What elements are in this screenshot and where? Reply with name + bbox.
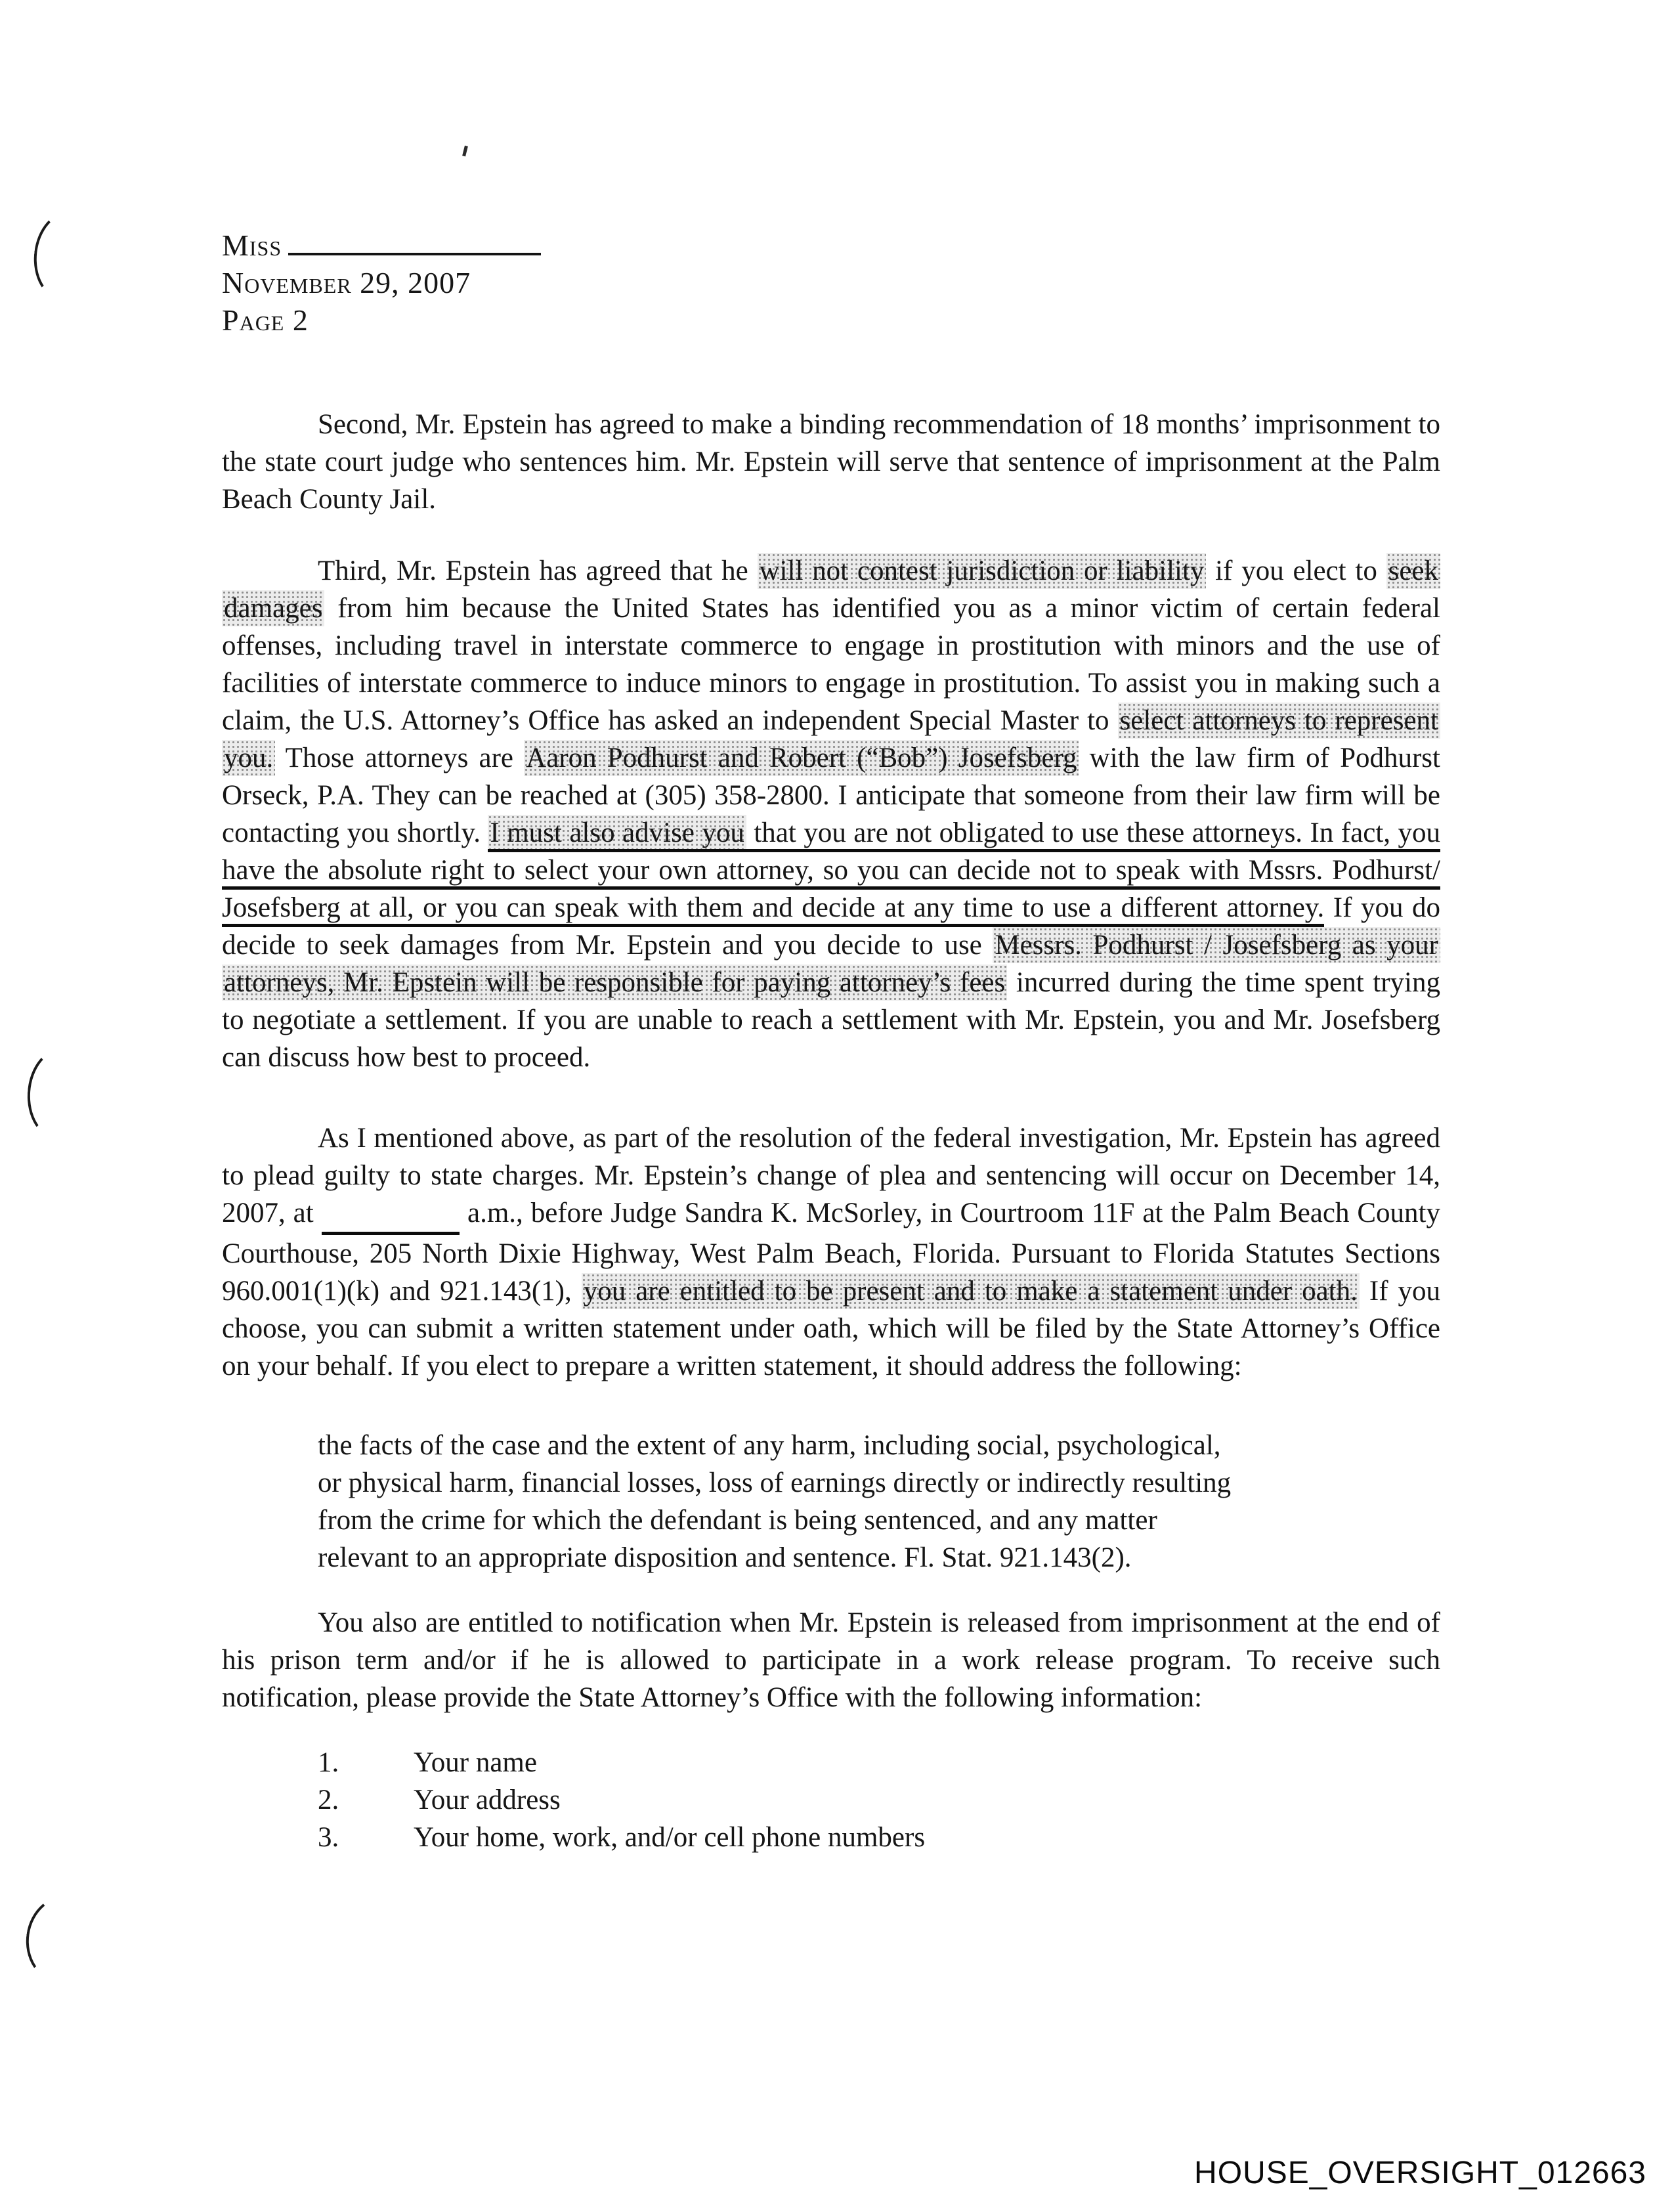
- letter-header: [222, 227, 1440, 339]
- page-number: Page 2: [222, 303, 309, 337]
- highlight-segment: seek damages: [222, 553, 1440, 626]
- text-segment: Third, Mr. Epstein has agreed that he: [318, 555, 758, 586]
- list-item-number: 2.: [318, 1785, 339, 1815]
- highlight-segment: Aaron Podhurst and Robert (“Bob”) Josefsberg: [524, 740, 1079, 776]
- text-segment: Second, Mr. Epstein has agreed to make a binding recommendation of 18 months’ imprisonment to the state court judge who sentences him. Mr. Epstein will serve that sentence of imprisonment at the Palm Beach County Jail.: [222, 409, 1440, 515]
- scan-artifact-curve-middle: [24, 1046, 97, 1142]
- text-segment: from him because the United States has identified you as a minor victim of certain federal offenses, including travel in interstate commerce to engage in prostitution with minors and the use of facilities of interstate commerce to induce minors to engage in prostitution. To assist you in making such a claim, the U.S. Attorney’s Office has asked an independent Special Master to: [222, 593, 1440, 736]
- blank-segment: [322, 1194, 460, 1235]
- text-segment: If you do decide to seek damages from Mr. Epstein and you decide to use: [222, 892, 1440, 961]
- addressee-line: [222, 227, 1440, 264]
- underline-segment: that you are not obligated to use these attorneys. In fact, you have the absolute right to select your own attorney, so you can decide not to speak with Mssrs. Podhurst/ Josefsberg at all, or you can speak with them and decide at any time to use a different attorney.: [222, 817, 1440, 927]
- bates-number: HOUSE_OVERSIGHT_012663: [1194, 2156, 1646, 2190]
- list-item-text: Your name: [414, 1747, 537, 1778]
- paragraph-third: [222, 552, 1440, 1076]
- letter-date: November 29, 2007: [222, 266, 471, 299]
- highlight-segment: Messrs. Podhurst / Josefsberg as your attorneys, Mr. Epstein will be responsible for paying attorney’s fees: [222, 927, 1440, 1001]
- statement-content-block: [318, 1427, 1242, 1576]
- scan-artifact-curve-top: [30, 208, 103, 303]
- scan-artifact-speck: [462, 146, 468, 157]
- paragraph-second: [222, 406, 1440, 518]
- letter-content: [222, 227, 1440, 1856]
- scan-artifact-curve-bottom: [20, 1890, 110, 1989]
- text-segment: with the law firm of Podhurst Orseck, P.A. They can be reached at (305) 358-2800. I anticipate that someone from their law firm will be contacting you shortly.: [222, 743, 1440, 848]
- text-segment: incurred during the time spent trying to negotiate a settlement. If you are unable to reach a settlement with Mr. Epstein, you and Mr. Josefsberg can discuss how best to proceed.: [222, 967, 1440, 1073]
- addressee-blank-line: [288, 230, 541, 255]
- highlight-segment: select attorneys to represent you.: [222, 703, 1440, 776]
- highlight-underline-segment: I must also advise you: [488, 815, 746, 852]
- text-segment: You also are entitled to notification when Mr. Epstein is released from imprisonment at the end of his prison term and/or if he is allowed to participate in a work release program. To receive such notification, please provide the State Attorney’s Office with the following information:: [222, 1607, 1440, 1713]
- highlight-segment: you are entitled to be present and to make a statement under oath.: [582, 1273, 1360, 1309]
- text-segment: the facts of the case and the extent of any harm, including social, psychological, or physical harm, financial losses, loss of earnings directly or indirectly resulting from the crime for which the defendant is being sentenced, and any matter relevant to an appropriate disposition and sentence. Fl. Stat. 921.143(2).: [318, 1430, 1232, 1573]
- list-item-text: Your home, work, and/or cell phone numbers: [414, 1822, 926, 1853]
- list-item-number: 1.: [318, 1747, 339, 1778]
- paragraph-notification: [222, 1604, 1440, 1716]
- highlight-segment: will not contest jurisdiction or liability: [758, 553, 1207, 589]
- list-item: [222, 1781, 1440, 1819]
- text-segment: if you elect to: [1206, 555, 1386, 586]
- text-segment: If you choose, you can submit a written statement under oath, which will be filed by the State Attorney’s Office on your behalf. If you elect to prepare a written statement, it should address the following:: [222, 1276, 1440, 1381]
- addressee-label: Miss: [222, 228, 282, 262]
- notification-info-list: [222, 1744, 1440, 1856]
- text-segment: Those attorneys are: [275, 743, 525, 773]
- list-item: [222, 1744, 1440, 1781]
- list-item: [222, 1819, 1440, 1856]
- text-segment: As I mentioned above, as part of the resolution of the federal investigation, Mr. Epstein has agreed to plead guilty to state charges. Mr. Epstein’s change of plea and sentencing will occur on December 14, 2007, at: [222, 1123, 1440, 1228]
- list-item-number: 3.: [318, 1822, 339, 1853]
- paragraph-resolution: [222, 1119, 1440, 1385]
- list-item-text: Your address: [414, 1785, 561, 1815]
- text-segment: a.m., before Judge Sandra K. McSorley, in Courtroom 11F at the Palm Beach County Courthouse, 205 North Dixie Highway, West Palm Beach, Florida. Pursuant to Florida Statutes Sections 960.001(1)(k) and 921.143(1),: [222, 1198, 1440, 1307]
